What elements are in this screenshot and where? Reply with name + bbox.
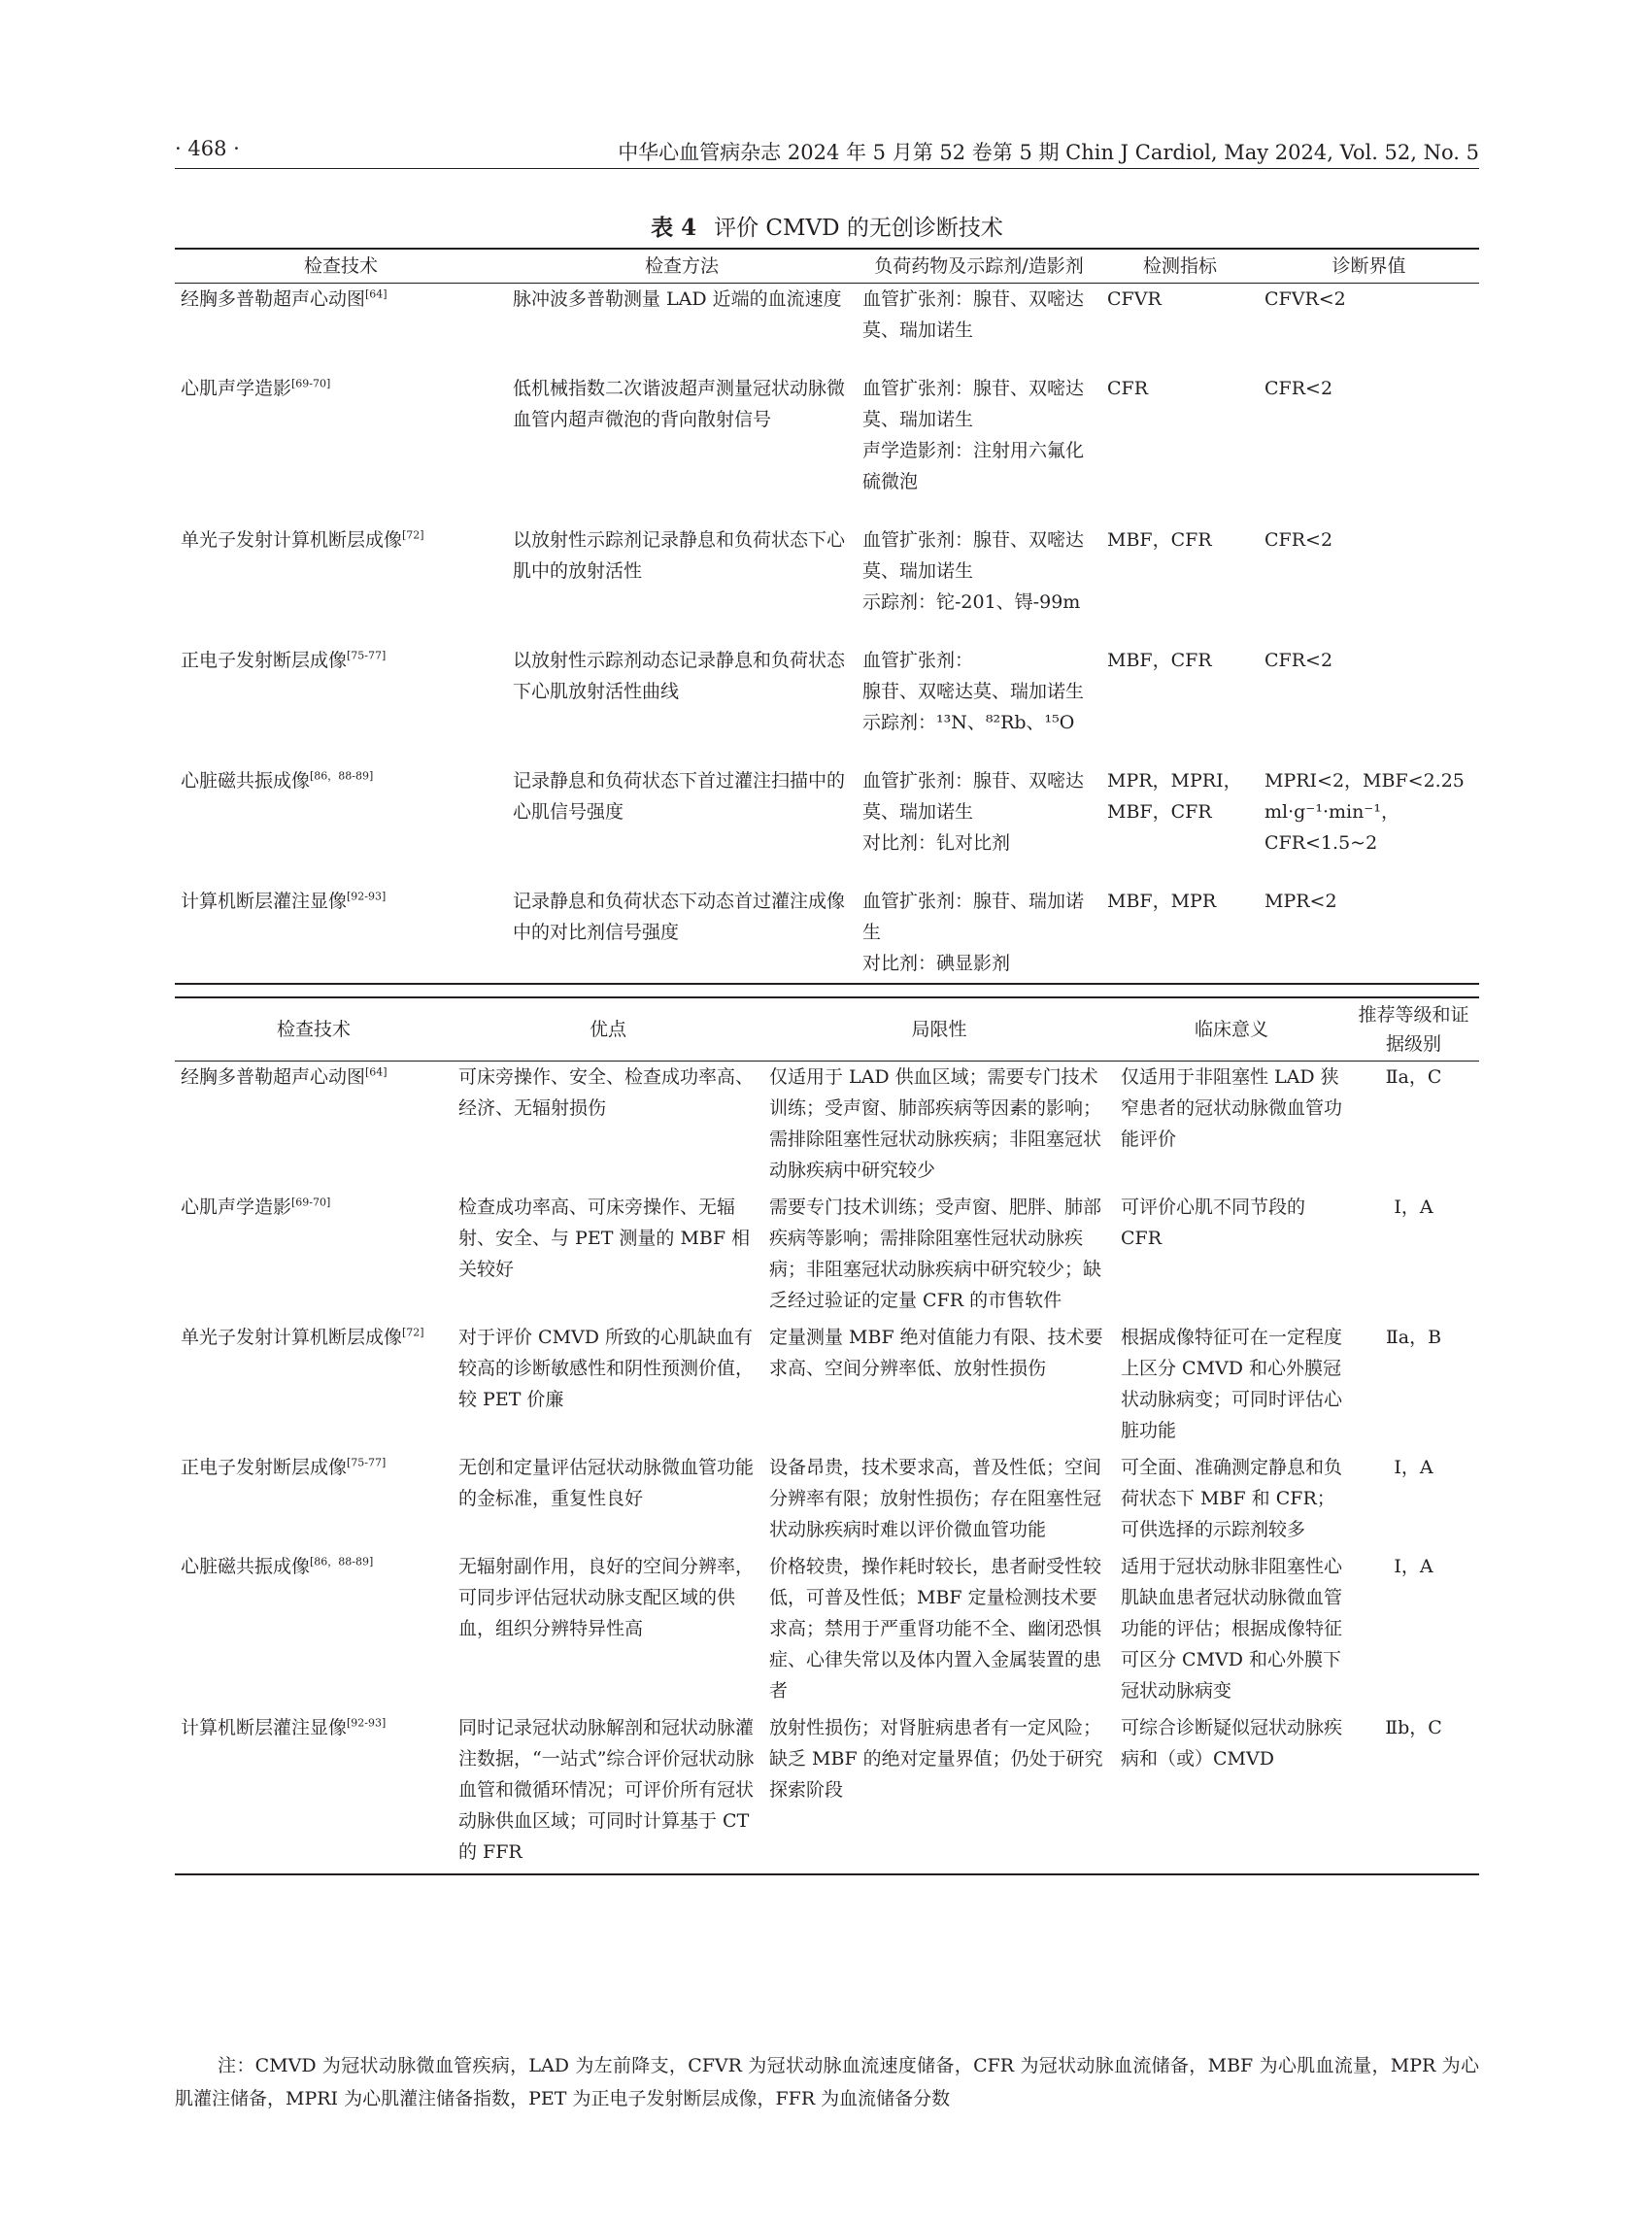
grade-cell: Ⅱa，B [1385,1327,1442,1348]
header-cell: 推荐等级和证据级别 [1348,997,1479,1062]
technique-name: 单光子发射计算机断层成像 [181,529,403,551]
index-cell: MBF，CFR [1107,650,1212,671]
method-cell: 记录静息和负荷状态下动态首过灌注成像中的对比剂信号强度 [513,891,846,943]
header-cell: 优点 [453,997,763,1062]
clinical-cell: 适用于冠状动脉非阻塞性心肌缺血患者冠状动脉微血管功能的评估；根据成像特征可区分 CMVD 和心外膜下冠状动脉病变 [1121,1556,1343,1702]
clinical-cell: 仅适用于非阻塞性 LAD 狭窄患者的冠状动脉微血管功能评价 [1121,1066,1343,1150]
reference-citation: [92-93] [347,890,387,903]
row-spacer [175,497,1479,524]
technique-name: 经胸多普勒超声心动图 [181,1066,366,1088]
table-title [175,210,1479,242]
grade-cell: Ⅱb，C [1385,1717,1442,1738]
table-row [175,524,1479,618]
pros-cell: 对于评价 CMVD 所致的心肌缺血有较高的诊断敏感性和阴性预测价值，较 PET 价廉 [458,1327,755,1410]
methods-table [175,248,1479,985]
technique-cell [175,645,507,738]
journal-citation: 中华心血管病杂志 2024 年 5 月第 52 卷第 5 期 Chin J Cardiol, May 2024, Vol. 52, No. 5 [618,141,1479,164]
reference-citation: [64] [365,287,388,301]
clinical-cell: 可评价心肌不同节段的 CFR [1121,1197,1306,1249]
cons-cell: 需要专门技术训练；受声窗、肥胖、肺部疾病等影响；需排除阻塞性冠状动脉疾病；非阻塞冠状动脉疾病中研究较少；缺乏经过验证的定量 CFR 的市售软件 [769,1197,1102,1311]
agent-cell: 血管扩张剂：腺苷、双嘧达莫、瑞加诺生 [862,288,1085,341]
methods-table-header [175,249,1479,284]
technique-cell [175,765,507,859]
technique-cell [175,1551,453,1706]
reference-citation: [86，88-89] [310,769,374,783]
pros-cell: 无创和定量评估冠状动脉微血管功能的金标准，重复性良好 [458,1457,755,1509]
technique-name: 正电子发射断层成像 [181,1457,348,1478]
header-cell: 诊断界值 [1259,249,1479,284]
row-spacer [175,859,1479,886]
method-cell: 脉冲波多普勒测量 LAD 近端的血流速度 [513,288,842,310]
index-cell: MBF，MPR [1107,891,1217,912]
technique-name: 心肌声学造影 [181,1197,292,1218]
index-cell: MBF，CFR [1107,529,1212,551]
row-spacer [175,1868,1479,1874]
cons-cell: 放射性损伤；对肾脏病患者有一定风险；缺乏 MBF 的绝对定量界值；仍处于研究探索阶段 [769,1717,1103,1801]
reference-citation: [92-93] [347,1716,387,1730]
page-number: · 468 · [175,137,240,160]
table-row [175,1192,1479,1316]
grade-cell: Ⅱa，C [1385,1066,1442,1088]
technique-cell [175,1452,453,1545]
reference-citation: [75-77] [347,1456,387,1469]
table-footnote: 注：CMVD 为冠状动脉微血管疾病，LAD 为左前降支，CFVR 为冠状动脉血流速度储备，CFR 为冠状动脉血流储备，MBF 为心肌血流量，MPR 为心肌灌注储备，MPRI 为心肌灌注储备指数，PET 为正电子发射断层成像，FFR 为血流储备分数 [175,2055,1479,2109]
clinical-cell: 可综合诊断疑似冠状动脉疾病和（或）CMVD [1121,1717,1343,1770]
agent-cell: 血管扩张剂：腺苷、双嘧达莫、瑞加诺生 对比剂：钆对比剂 [862,770,1085,854]
agent-cell: 血管扩张剂：腺苷、双嘧达莫、瑞加诺生 声学造影剂：注射用六氟化硫微泡 [862,378,1085,492]
technique-cell [175,373,507,497]
agent-cell: 血管扩张剂：腺苷、瑞加诺生 对比剂：碘显影剂 [862,891,1085,974]
cutoff-cell: CFR<2 [1264,650,1333,671]
table-row [175,1322,1479,1446]
grade-cell: Ⅰ，A [1394,1556,1433,1577]
table-caption: 评价 CMVD 的无创诊断技术 [714,216,1003,241]
technique-name: 单光子发射计算机断层成像 [181,1327,403,1348]
technique-name: 心脏磁共振成像 [181,770,311,792]
cutoff-cell: CFR<2 [1264,529,1333,551]
page-header [175,135,1479,169]
cutoff-cell: CFR<2 [1264,378,1333,399]
method-cell: 低机械指数二次谐波超声测量冠状动脉微血管内超声微泡的背向散射信号 [513,378,846,430]
clinical-cell: 根据成像特征可在一定程度上区分 CMVD 和心外膜冠状动脉病变；可同时评估心脏功能 [1121,1327,1343,1441]
row-spacer [175,346,1479,373]
agent-cell: 血管扩张剂：腺苷、双嘧达莫、瑞加诺生 示踪剂：铊-201、锝-99m [862,529,1085,613]
technique-name: 心脏磁共振成像 [181,1556,311,1577]
technique-cell [175,1062,453,1187]
pros-cell: 无辐射副作用，良好的空间分辨率，可同步评估冠状动脉支配区域的供血，组织分辨特异性高 [458,1556,755,1639]
grade-cell: Ⅰ，A [1394,1197,1433,1218]
pros-cell: 检查成功率高、可床旁操作、无辐射、安全、与 PET 测量的 MBF 相关较好 [458,1197,751,1280]
technique-name: 正电子发射断层成像 [181,650,348,671]
cons-cell: 仅适用于 LAD 供血区域；需要专门技术训练；受声窗、肺部疾病等因素的影响；需排除阻塞性冠状动脉疾病；非阻塞冠状动脉疾病中研究较少 [769,1066,1102,1181]
row-spacer [175,618,1479,645]
reference-citation: [69-70] [291,377,331,390]
table-row [175,1551,1479,1706]
row-spacer [175,979,1479,984]
technique-cell [175,524,507,618]
table-row [175,373,1479,497]
index-cell: MPR，MPRI，MBF，CFR [1107,770,1242,823]
cons-cell: 价格较贵，操作耗时较长，患者耐受性较低，可普及性低；MBF 定量检测技术要求高；禁用于严重肾功能不全、幽闭恐惧症、心律失常以及体内置入金属装置的患者 [769,1556,1102,1702]
table-row [175,1062,1479,1187]
evaluation-table-header [175,997,1479,1062]
header-cell: 检测指标 [1101,249,1259,284]
technique-name: 计算机断层灌注显像 [181,1717,348,1738]
header-cell: 临床意义 [1115,997,1348,1062]
header-cell: 检查技术 [175,249,507,284]
table-row [175,1452,1479,1545]
technique-cell [175,886,507,979]
table-row [175,645,1479,738]
table-row [175,1712,1479,1868]
pros-cell: 同时记录冠状动脉解剖和冠状动脉灌注数据，“一站式”综合评价冠状动脉血管和微循环情况；可评价所有冠状动脉供血区域；可同时计算基于 CT 的 FFR [458,1717,755,1863]
table-row [175,284,1479,347]
header-cell: 检查方法 [507,249,857,284]
header-cell: 局限性 [763,997,1115,1062]
technique-cell [175,1322,453,1446]
technique-name: 心肌声学造影 [181,378,292,399]
cons-cell: 定量测量 MBF 绝对值能力有限、技术要求高、空间分辨率低、放射性损伤 [769,1327,1103,1379]
cutoff-cell: MPRI<2，MBF<2.25 ml·g⁻¹·min⁻¹，CFR<1.5~2 [1264,770,1465,854]
technique-cell [175,1712,453,1868]
agent-cell: 血管扩张剂： 腺苷、双嘧达莫、瑞加诺生 示踪剂：¹³N、⁸²Rb、¹⁵O [862,650,1085,733]
reference-citation: [72] [402,528,424,542]
technique-name: 经胸多普勒超声心动图 [181,288,366,310]
method-cell: 记录静息和负荷状态下首过灌注扫描中的心肌信号强度 [513,770,846,823]
header-cell: 检查技术 [175,997,453,1062]
table-row [175,765,1479,859]
grade-cell: Ⅰ，A [1394,1457,1433,1478]
reference-citation: [75-77] [347,649,387,662]
reference-citation: [69-70] [291,1196,331,1209]
index-cell: CFR [1107,378,1149,399]
technique-name: 计算机断层灌注显像 [181,891,348,912]
reference-citation: [64] [365,1065,388,1079]
table-row [175,886,1479,979]
technique-cell [175,1192,453,1316]
cutoff-cell: MPR<2 [1264,891,1337,912]
method-cell: 以放射性示踪剂动态记录静息和负荷状态下心肌放射活性曲线 [513,650,846,702]
pros-cell: 可床旁操作、安全、检查成功率高、经济、无辐射损伤 [458,1066,755,1119]
evaluation-table [175,996,1479,1875]
clinical-cell: 可全面、准确测定静息和负荷状态下 MBF 和 CFR；可供选择的示踪剂较多 [1121,1457,1343,1540]
index-cell: CFVR [1107,288,1162,310]
method-cell: 以放射性示踪剂记录静息和负荷状态下心肌中的放射活性 [513,529,846,582]
cutoff-cell: CFVR<2 [1264,288,1346,310]
row-spacer [175,738,1479,765]
reference-citation: [86，88-89] [310,1555,374,1568]
table-number: 表 4 [651,215,697,241]
reference-citation: [72] [402,1326,424,1339]
technique-cell [175,284,507,347]
header-cell: 负荷药物及示踪剂/造影剂 [857,249,1101,284]
cons-cell: 设备昂贵，技术要求高，普及性低；空间分辨率有限；放射性损伤；存在阻塞性冠状动脉疾病时难以评价微血管功能 [769,1457,1102,1540]
